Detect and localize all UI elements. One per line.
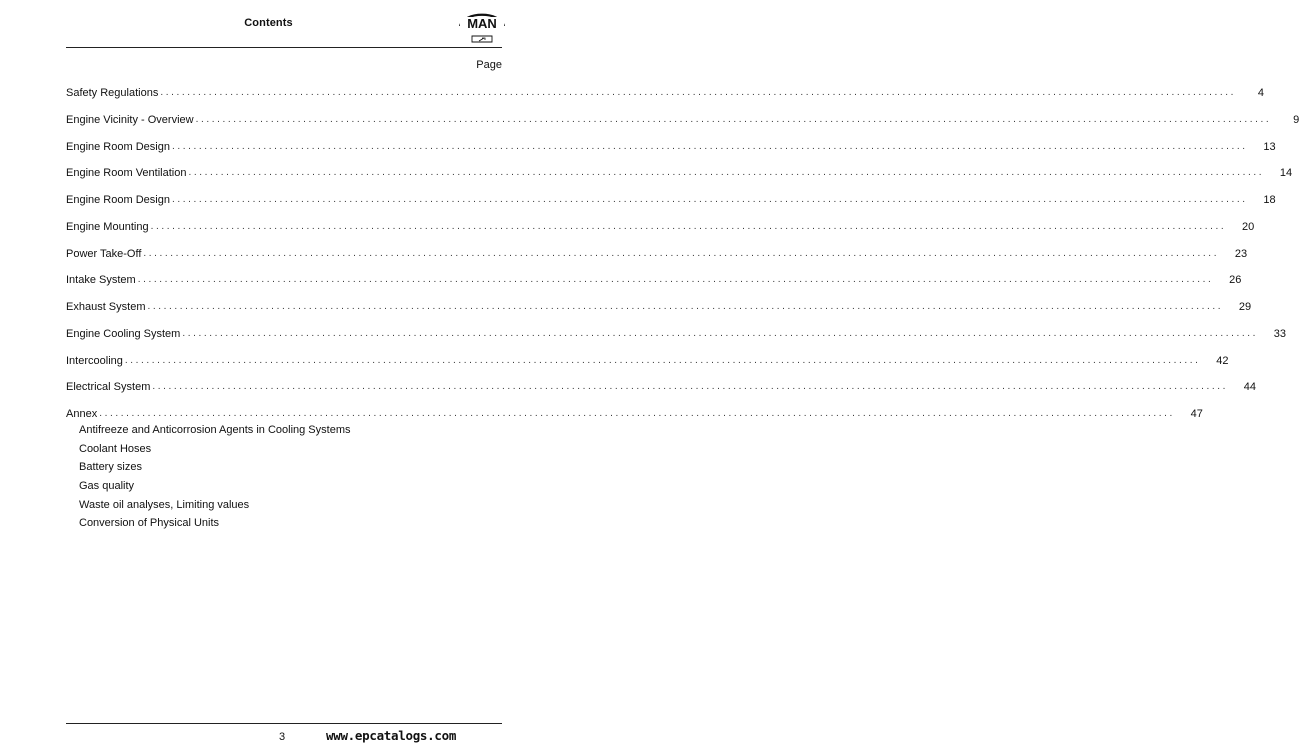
annex-item-antifreeze[interactable]: Antifreeze and Anticorrosion Agents in Cooling Systems: [79, 424, 351, 436]
footer-page-number: 3: [279, 731, 286, 743]
dot-leader: ........................................................................................................................................................................................................: [171, 194, 1248, 205]
toc-entry-label: Engine Cooling System: [66, 327, 181, 340]
toc-entry-page: 9: [1293, 113, 1299, 126]
dot-leader: ........................................................................................................................................................................................................: [160, 87, 1237, 98]
dot-leader: ........................................................................................................................................................................................................: [171, 140, 1248, 152]
toc-entry-page: 47: [1190, 408, 1203, 420]
dot-leader: ........................................................................................................................................................................................................: [195, 113, 1272, 125]
toc-entry-page: 44: [1243, 381, 1257, 394]
toc-entry-intercooling[interactable]: [66, 352, 1229, 368]
toc-entry-label: Engine Mounting: [66, 220, 149, 233]
man-logo: [458, 6, 506, 44]
toc-entry-page: 29: [1238, 301, 1252, 313]
footer-url[interactable]: www.epcatalogs.com: [326, 728, 457, 743]
annex-item-waste-oil[interactable]: Waste oil analyses, Limiting values: [79, 498, 250, 511]
toc-entry-exhaust-system[interactable]: [66, 298, 1252, 314]
annex-item-coolant-hoses[interactable]: Coolant Hoses: [79, 442, 152, 455]
toc-entry-label: Exhaust System: [66, 301, 146, 313]
toc-entry-electrical-system[interactable]: [66, 378, 1257, 394]
page-column-label: Page: [476, 59, 502, 71]
toc-entry-page: 4: [1257, 87, 1265, 99]
page-title: Contents: [244, 17, 293, 29]
dot-leader: ........................................................................................................................................................................................................: [147, 301, 1224, 312]
toc-entry-label: Intercooling: [66, 354, 123, 367]
toc-entry-intake-system[interactable]: [66, 271, 1242, 287]
toc-entry-engine-room-design[interactable]: [66, 138, 1276, 154]
dot-leader: ........................................................................................................................................................................................................: [99, 408, 1175, 419]
toc-entry-page: 20: [1241, 220, 1255, 233]
footer-rule: [66, 723, 502, 724]
toc-entry-label: Intake System: [66, 274, 136, 287]
toc-entry-label: Engine Room Design: [66, 194, 170, 206]
annex-subitems: [79, 421, 499, 533]
toc-entry-label: Engine Vicinity - Overview: [66, 113, 194, 126]
toc-entry-page: 13: [1263, 140, 1276, 153]
toc-entry-page: 26: [1229, 274, 1242, 287]
toc-entry-power-take-off[interactable]: [66, 245, 1248, 261]
toc-entry-engine-mounting[interactable]: [66, 218, 1255, 234]
annex-item-gas-quality[interactable]: Gas quality: [79, 480, 135, 493]
toc-entry-page: 14: [1279, 167, 1293, 180]
toc-entry-label: Engine Room Design: [66, 140, 170, 153]
toc-entry-page: 42: [1216, 354, 1229, 367]
toc-entry-label: Safety Regulations: [66, 87, 159, 99]
dot-leader: ........................................................................................................................................................................................................: [124, 354, 1201, 366]
dot-leader: ........................................................................................................................................................................................................: [137, 274, 1214, 286]
toc-entry-label: Power Take-Off: [66, 247, 142, 260]
toc-entry-label: Electrical System: [66, 381, 151, 394]
toc-entry-engine-room-ventilation[interactable]: [66, 164, 1293, 180]
annex-item-conversion-units[interactable]: Conversion of Physical Units: [79, 517, 220, 530]
toc-entry-page: 23: [1234, 247, 1248, 260]
toc-entry-safety-regulations[interactable]: [66, 84, 1265, 100]
toc-entry-label: Annex: [66, 408, 98, 420]
logo-text: MAN: [467, 16, 497, 31]
dot-leader: ........................................................................................................................................................................................................: [150, 220, 1227, 232]
toc-entry-engine-vicinity-overview[interactable]: [66, 111, 1299, 127]
toc-entry-engine-cooling-system[interactable]: [66, 325, 1287, 341]
toc-entry-page: 18: [1263, 194, 1276, 206]
dot-leader: ........................................................................................................................................................................................................: [143, 247, 1220, 259]
toc-entry-page: 33: [1273, 327, 1287, 340]
toc-entry-annex[interactable]: [66, 405, 1203, 421]
dot-leader: ........................................................................................................................................................................................................: [182, 327, 1259, 339]
annex-item-battery-sizes[interactable]: Battery sizes: [79, 461, 142, 474]
toc-entry-label: Engine Room Ventilation: [66, 167, 187, 180]
dot-leader: ........................................................................................................................................................................................................: [188, 167, 1265, 179]
dot-leader: ........................................................................................................................................................................................................: [152, 381, 1229, 393]
toc-entry-engine-room-design-2[interactable]: [66, 191, 1276, 207]
header-rule: [66, 47, 502, 48]
